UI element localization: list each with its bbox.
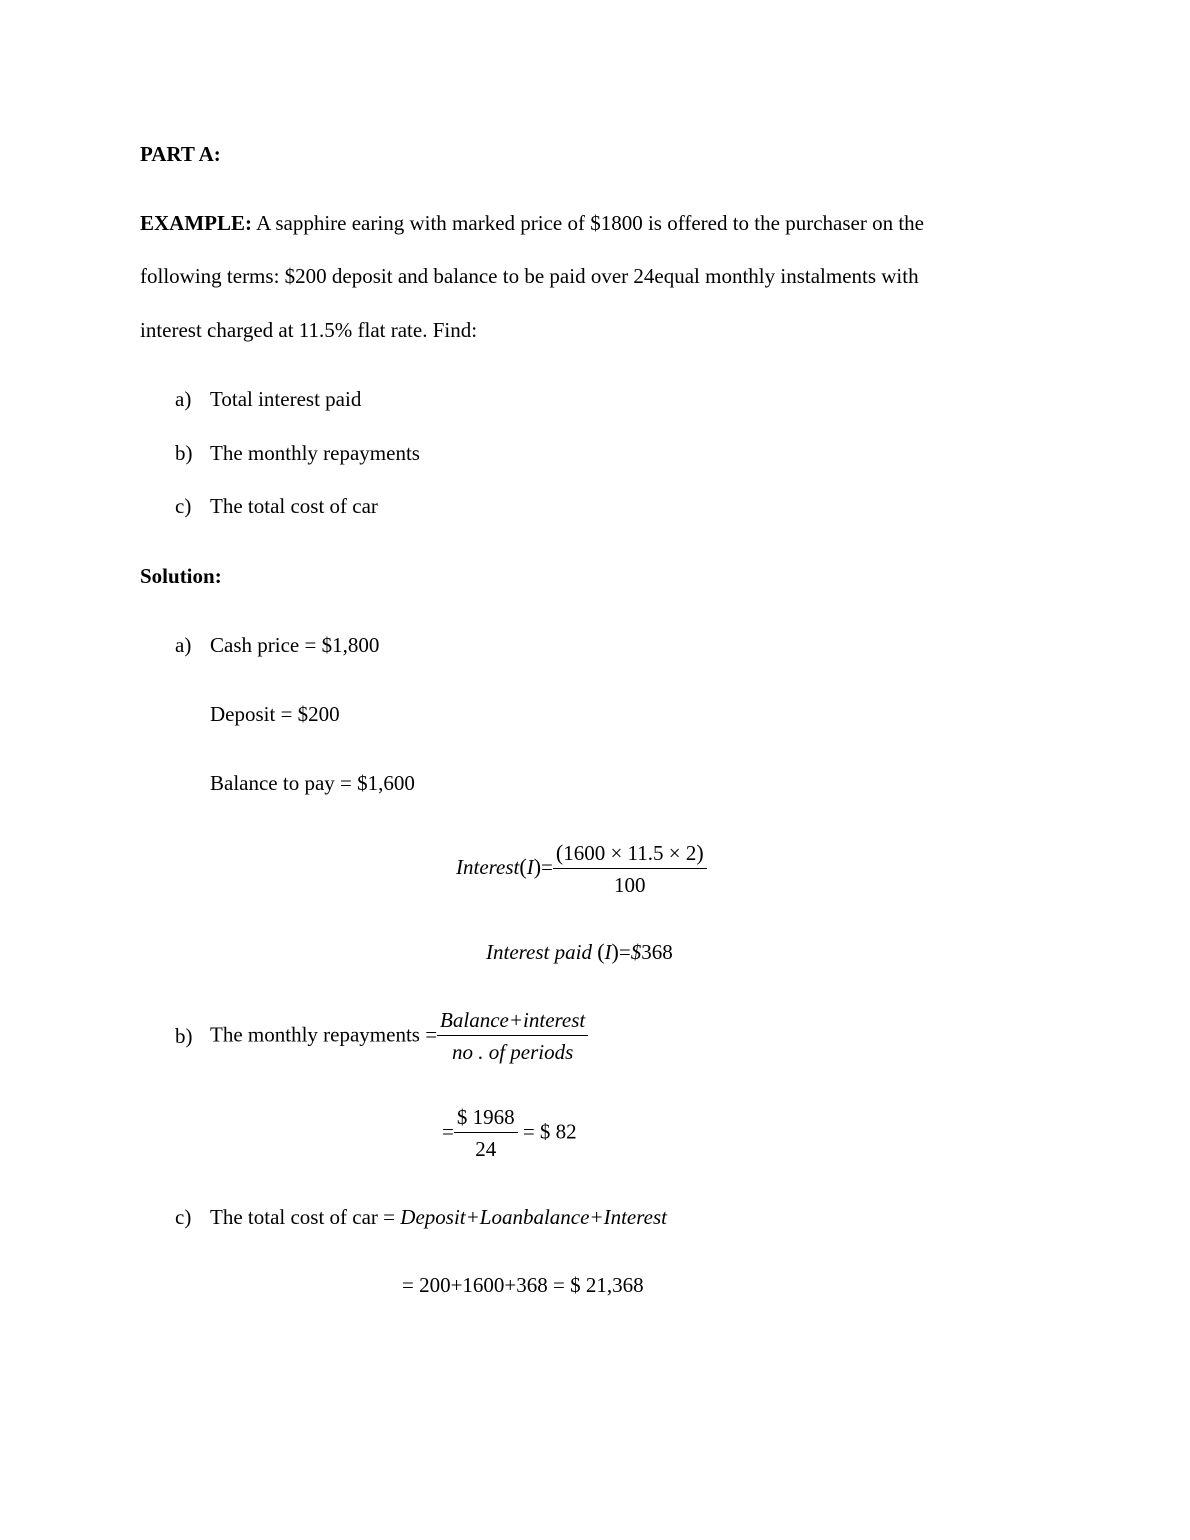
monthly-repayments-label: The monthly repayments =: [210, 1022, 438, 1047]
interest-paid-var: I: [604, 940, 612, 964]
monthly-result: = $ 82: [522, 1119, 577, 1144]
example-line-1: [140, 213, 924, 234]
solution-title: Solution:: [140, 564, 222, 588]
part-title: PART A:: [140, 142, 221, 166]
solution-c-marker: c): [175, 1205, 192, 1229]
total-cost-calc: = 200+1600+368 = $ 21,368: [402, 1273, 644, 1297]
monthly-calc-equation: = $\frac{\$ 1968}{24}$ = $ 82: [442, 1105, 577, 1161]
example-label: EXAMPLE:: [140, 211, 252, 235]
interest-fraction: $\frac{(1600 \times 11.5 \times 2)}{100}$: [553, 840, 707, 898]
solution-b-marker: b): [175, 1024, 193, 1048]
question-item: The monthly repayments: [210, 441, 420, 465]
monthly-calc-fraction: [454, 1105, 518, 1162]
monthly-repayments-equation: [210, 1008, 588, 1065]
example-line-3: interest charged at 11.5% flat rate. Find:: [140, 318, 478, 342]
balance-line: Balance to pay = $1,600: [210, 771, 415, 795]
monthly-formula-denominator: no . of periods: [451, 1040, 574, 1064]
question-item: Total interest paid: [210, 387, 362, 411]
example-text-1: A sapphire earing with marked price of $1800 is offered to the purchaser on the: [252, 211, 924, 235]
interest-paid-value: 368: [641, 940, 673, 964]
interest-numerator: 1600 × 11.5 × 2: [563, 841, 697, 865]
question-marker: c): [175, 494, 192, 518]
interest-label: Interest: [456, 854, 520, 879]
total-cost-equation: [210, 1207, 667, 1228]
interest-paid-label: Interest paid: [486, 940, 592, 964]
interest-equation: Interest(I)= $\frac{(1600 \times 11.5 \times 2)}{100}$: [456, 840, 707, 898]
deposit-line: Deposit = $200: [210, 702, 340, 726]
interest-var: I: [526, 854, 534, 879]
interest-paid-equation: Interest paid (I)=$368: [486, 939, 673, 964]
solution-a-marker: a): [175, 633, 192, 657]
interest-denominator: 100: [614, 873, 646, 897]
question-item: The total cost of car: [210, 494, 378, 518]
question-marker: b): [175, 441, 193, 465]
total-cost-label: The total cost of car =: [210, 1205, 396, 1229]
total-cost-formula: Deposit+Loanbalance+Interest: [400, 1205, 667, 1229]
cash-price-line: Cash price = $1,800: [210, 633, 380, 657]
monthly-formula-fraction: [437, 1008, 588, 1065]
example-line-2: following terms: $200 deposit and balance to be paid over 24equal monthly instalments with: [140, 264, 919, 288]
question-marker: a): [175, 387, 192, 411]
monthly-calc-numerator: $ 1968: [454, 1105, 518, 1133]
monthly-formula-numerator: Balance+interest: [437, 1008, 588, 1036]
monthly-calc-denominator: 24: [475, 1137, 497, 1161]
